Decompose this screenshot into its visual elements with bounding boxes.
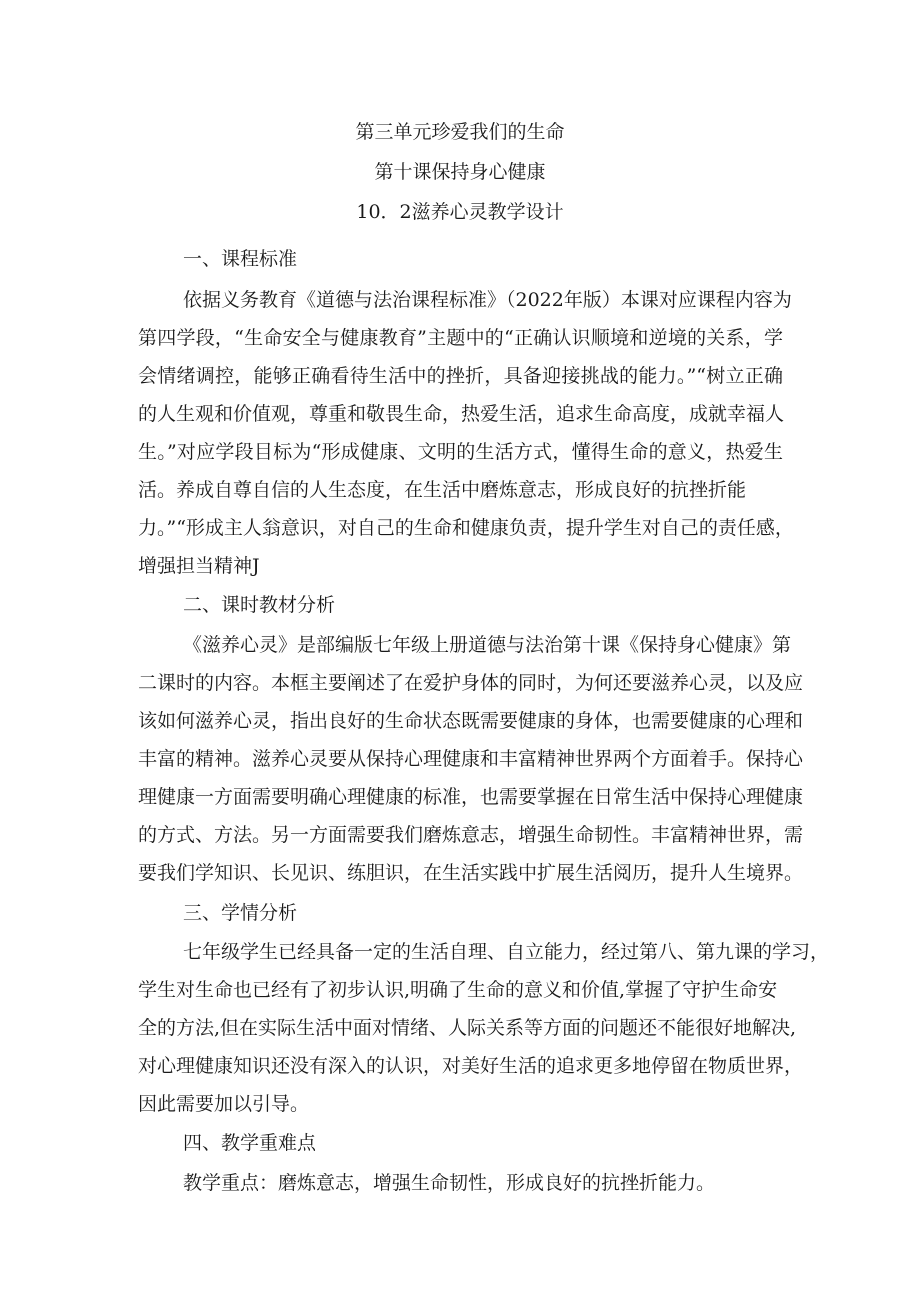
section-heading: 一、课程标准 <box>183 248 298 270</box>
paragraph-line: 全的方法,但在实际生活中面对情绪、人际关系等方面的问题还不能很好地解决, <box>138 1017 797 1039</box>
paragraph-line: 力。”“形成主人翁意识，对自己的生命和健康负责，提升学生对自己的责任感， <box>138 517 794 539</box>
lesson-title: 第十课保持身心健康 <box>374 161 546 183</box>
paragraph-line: 丰富的精神。滋养心灵要从保持心理健康和丰富精神世界两个方面着手。保持心 <box>138 748 804 770</box>
section-heading: 四、教学重难点 <box>183 1132 317 1154</box>
paragraph-line: 会情绪调控，能够正确看待生活中的挫折，具备迎接挑战的能力。”“树立正确 <box>138 365 783 387</box>
paragraph-line: 二课时的内容。本框主要阐述了在爱护身体的同时，为何还要滋养心灵，以及应 <box>138 672 804 694</box>
paragraph-line: 活。养成自尊自信的人生态度，在生活中磨炼意志，形成良好的抗挫折能 <box>138 479 747 501</box>
section-heading: 二、课时教材分析 <box>183 594 336 616</box>
paragraph-line: 的人生观和价值观，尊重和敬畏生命，热爱生活，追求生命高度，成就幸福人 <box>138 403 785 425</box>
paragraph-line: 的方式、方法。另一方面需要我们磨炼意志，增强生命韧性。丰富精神世界，需 <box>138 824 804 846</box>
paragraph-line: 因此需要加以引导。 <box>138 1093 310 1115</box>
paragraph-line: 理健康一方面需要明确心理健康的标准，也需要掌握在日常生活中保持心理健康 <box>138 786 804 808</box>
paragraph-line: 要我们学知识、长见识、练胆识，在生活实践中扩展生活阅历，提升人生境界。 <box>138 862 804 884</box>
paragraph-line: 该如何滋养心灵，指出良好的生命状态既需要健康的身体，也需要健康的心理和 <box>138 710 804 732</box>
paragraph-line: 学生对生命也已经有了初步认识,明确了生命的意义和价值,掌握了守护生命安 <box>138 979 778 1001</box>
paragraph-line: 对心理健康知识还没有深入的认识，对美好生活的追求更多地停留在物质世界， <box>138 1055 804 1077</box>
section-title: 10．2滋养心灵教学设计 <box>356 201 564 223</box>
paragraph-line: 教学重点：磨炼意志，增强生命韧性，形成良好的抗挫折能力。 <box>183 1172 716 1194</box>
paragraph-line: 生。”对应学段目标为“形成健康、文明的生活方式，懂得生命的意义，热爱生 <box>138 441 783 463</box>
paragraph-line: 七年级学生已经具备一定的生活自理、自立能力，经过第八、第九课的学习， <box>183 941 830 963</box>
paragraph-line: 《滋养心灵》是部编版七年级上册道德与法治第十课《保持身心健康》第 <box>183 634 792 656</box>
paragraph-line: 依据义务教育《道德与法治课程标准》（2022年版）本课对应课程内容为 <box>183 289 792 311</box>
paragraph-line: 增强担当精神J <box>138 555 260 577</box>
paragraph-line: 第四学段，“生命安全与健康教育”主题中的“正确认识顺境和逆境的关系，学 <box>138 327 783 349</box>
unit-title: 第三单元珍爱我们的生命 <box>355 121 565 143</box>
section-heading: 三、学情分析 <box>183 902 298 924</box>
